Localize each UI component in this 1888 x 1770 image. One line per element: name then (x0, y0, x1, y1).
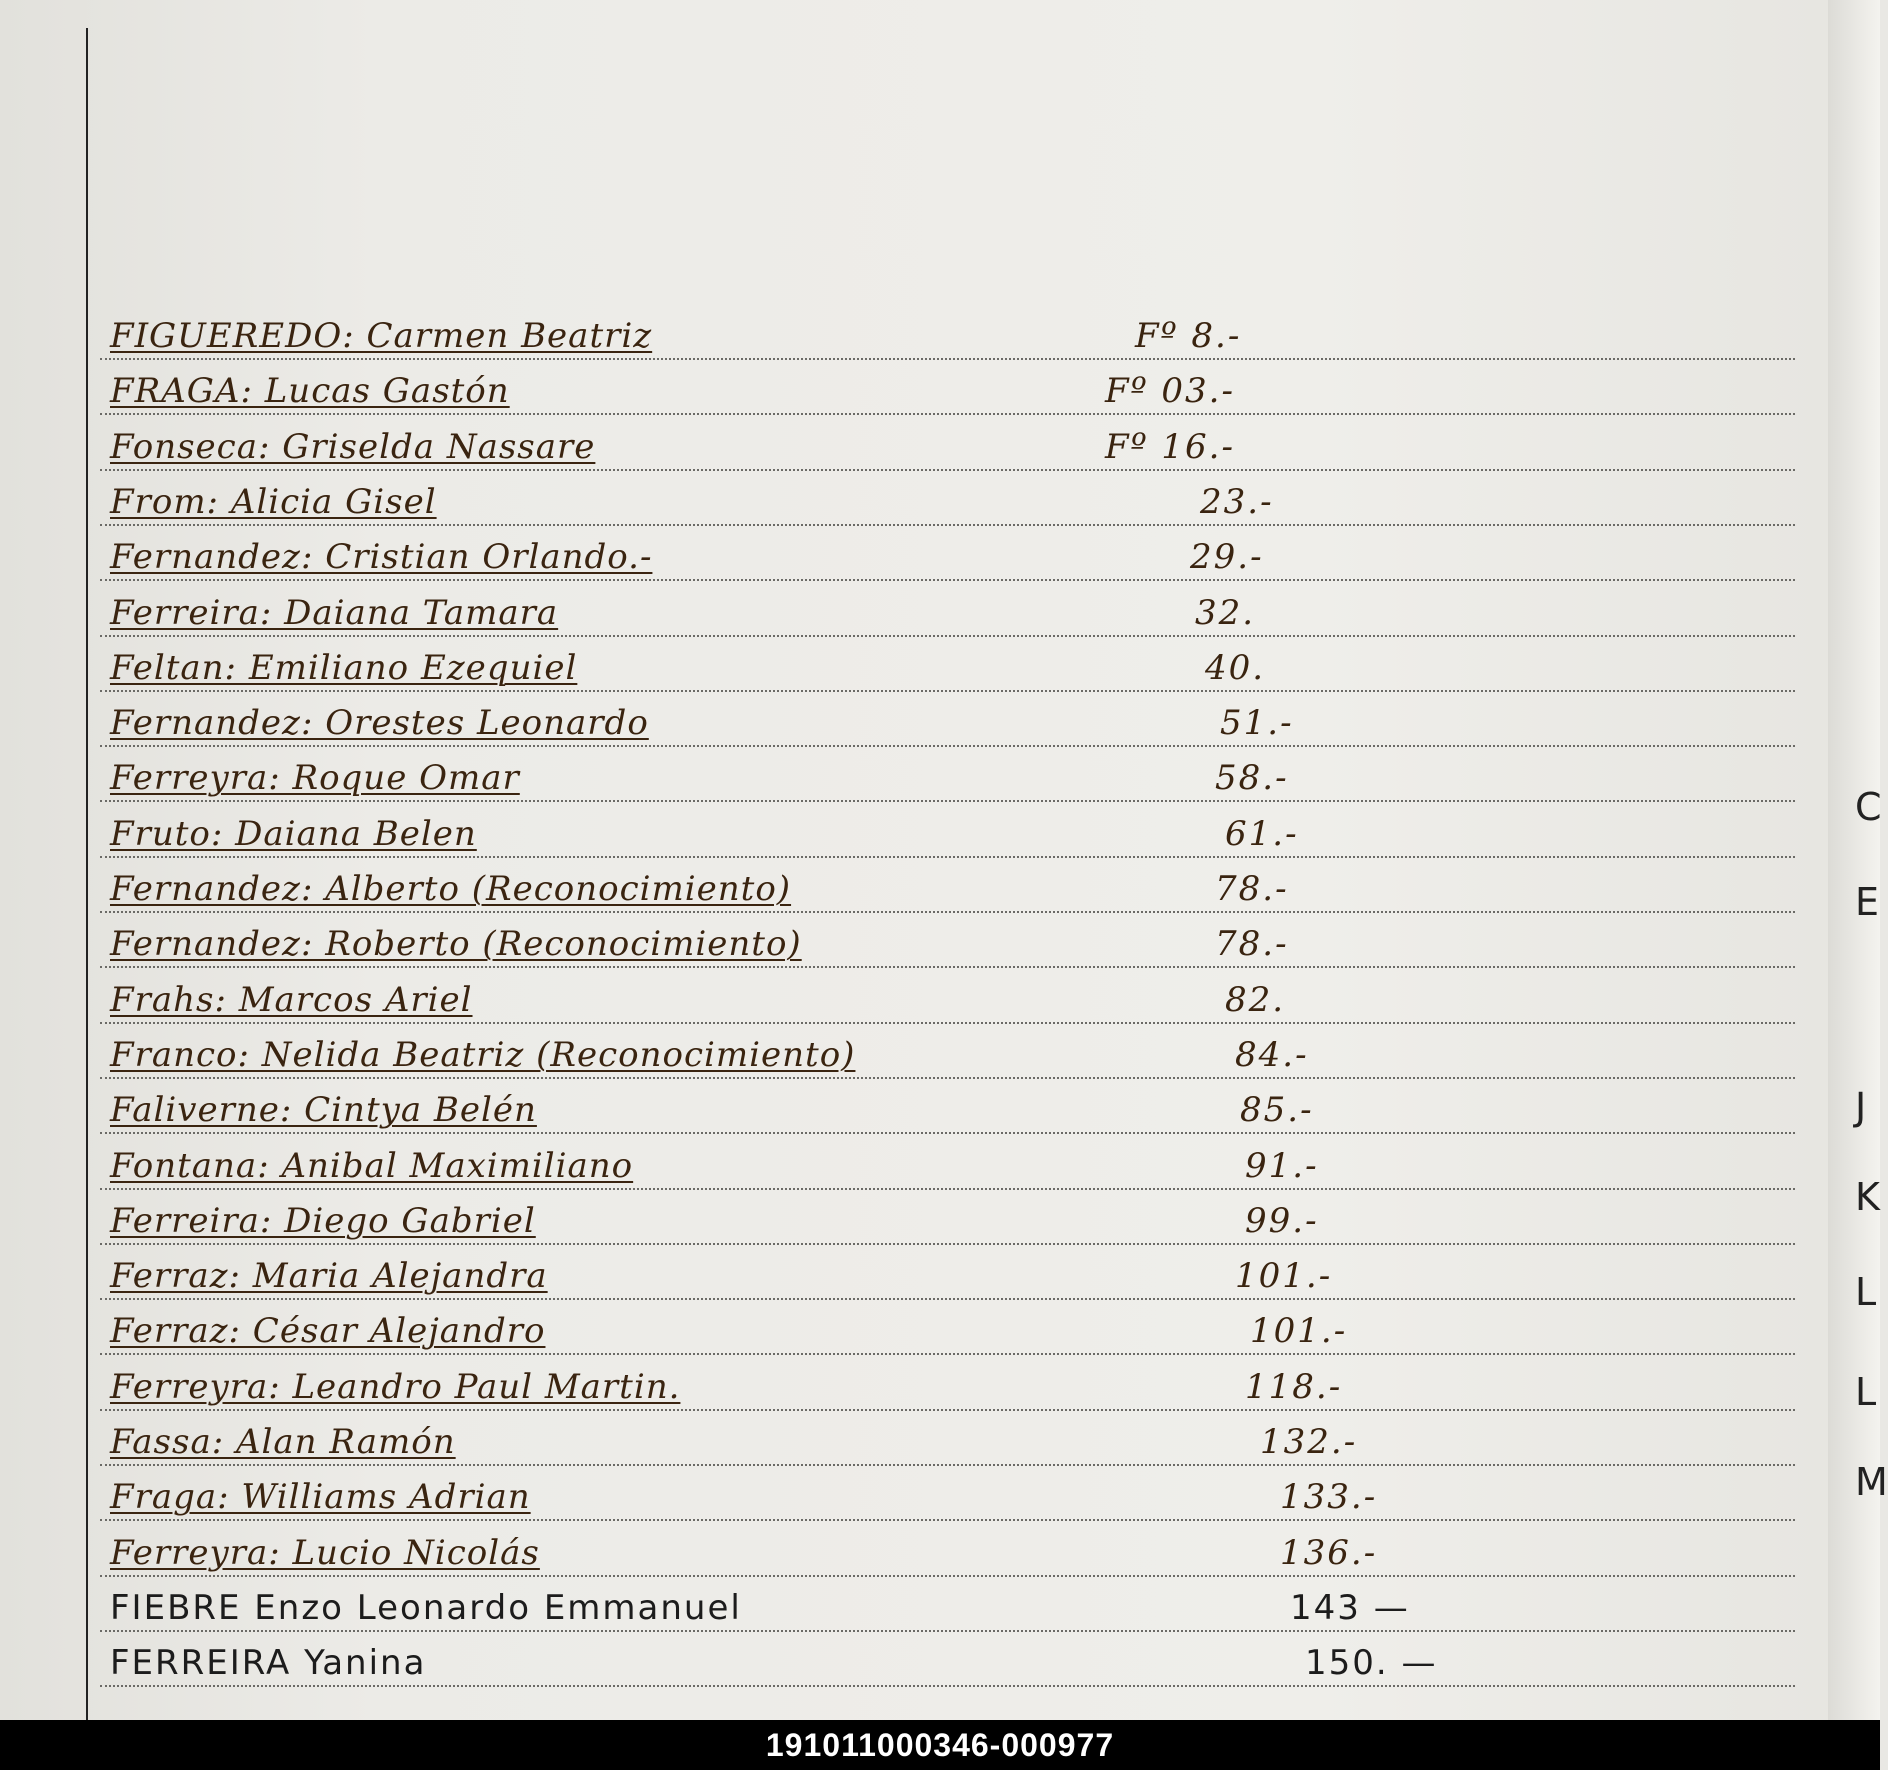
entry-folio: Fº 8.- (1135, 316, 1242, 356)
ledger-row (100, 579, 1795, 637)
entry-folio: 82. (1225, 979, 1286, 1020)
entry-folio: 99.- (1245, 1200, 1319, 1241)
entry-name: FIEBRE Enzo Leonardo Emmanuel (110, 1587, 742, 1628)
ledger-row (100, 1519, 1795, 1577)
ledger-row (100, 413, 1795, 471)
entry-name: Ferraz: Maria Alejandra (110, 1256, 548, 1297)
ledger-row (100, 855, 1795, 913)
entry-name: FIGUEREDO: Carmen Beatriz (110, 316, 653, 356)
entry-name: Ferreyra: Roque Omar (110, 758, 520, 799)
document-id: 191011000346-000977 (765, 1726, 1115, 1763)
entry-folio: 58.- (1215, 758, 1289, 799)
ledger-row (100, 302, 1795, 360)
entry-folio: 118.- (1245, 1366, 1343, 1407)
index-tab-letter: M (1855, 1460, 1888, 1504)
entry-folio: 85.- (1240, 1090, 1314, 1131)
index-tab-letter: E (1855, 880, 1880, 924)
ledger-row (100, 1574, 1795, 1632)
ledger-row (100, 1353, 1795, 1411)
entry-name: Fernandez: Orestes Leonardo (110, 703, 649, 744)
ledger-row (100, 966, 1795, 1024)
footer-bar (0, 1720, 1880, 1770)
ledger-row (100, 357, 1795, 415)
entry-name: Frahs: Marcos Ariel (110, 979, 473, 1020)
entry-name: Fernandez: Cristian Orlando.- (110, 537, 653, 578)
index-tab-letter: C (1855, 785, 1882, 829)
entry-name: FERREIRA Yanina (110, 1643, 427, 1684)
entry-folio: 51.- (1220, 703, 1294, 744)
entry-name: Ferraz: César Alejandro (110, 1311, 546, 1352)
entry-folio: 78.- (1215, 924, 1289, 965)
ledger-row (100, 744, 1795, 802)
ledger-row (100, 1297, 1795, 1355)
index-tab-letter: L (1855, 1370, 1877, 1414)
ledger-row (100, 468, 1795, 526)
index-tab-letter: L (1855, 1270, 1877, 1314)
entry-folio: 40. (1205, 647, 1266, 688)
entry-folio: 133.- (1280, 1477, 1378, 1518)
entry-folio: 23.- (1200, 481, 1274, 522)
entry-name: Fraga: Williams Adrian (110, 1477, 531, 1518)
entry-name: Fontana: Anibal Maximiliano (110, 1145, 634, 1186)
entry-name: Feltan: Emiliano Ezequiel (110, 647, 578, 688)
entry-folio: 101.- (1250, 1311, 1348, 1352)
entry-folio: 150. — (1305, 1643, 1438, 1684)
entry-folio: Fº 16.- (1105, 426, 1235, 467)
entry-folio: 29.- (1190, 537, 1264, 578)
index-tab-letter: J (1855, 1085, 1867, 1129)
entry-folio: 32. (1195, 592, 1256, 633)
entry-name: Ferreyra: Leandro Paul Martin. (110, 1366, 681, 1407)
entry-name: Ferreira: Daiana Tamara (110, 592, 559, 633)
ledger-row (100, 634, 1795, 692)
entry-name: Ferreira: Diego Gabriel (110, 1200, 536, 1241)
entry-name: Fernandez: Alberto (Reconocimiento) (110, 869, 792, 909)
entry-folio: 91.- (1245, 1145, 1319, 1186)
entry-folio: 84.- (1235, 1034, 1309, 1075)
ledger-row (100, 800, 1795, 858)
entry-folio: 61.- (1225, 813, 1299, 854)
entry-name: FRAGA: Lucas Gastón (110, 371, 510, 412)
ledger-row (100, 1132, 1795, 1190)
ledger-row (100, 523, 1795, 581)
entry-name: Fruto: Daiana Belen (110, 813, 477, 854)
entry-folio: Fº 03.- (1105, 371, 1235, 412)
entry-folio: 78.- (1215, 869, 1289, 909)
ledger-row (100, 1408, 1795, 1466)
entry-name: Faliverne: Cintya Belén (110, 1090, 537, 1131)
entry-name: Franco: Nelida Beatriz (Reconocimiento) (110, 1034, 856, 1075)
entry-name: Fernandez: Roberto (Reconocimiento) (110, 924, 802, 965)
ledger-row (100, 910, 1795, 968)
entry-folio: 136.- (1280, 1532, 1378, 1573)
ledger-row (100, 1463, 1795, 1521)
ledger-row (100, 1242, 1795, 1300)
ledger-row (100, 689, 1795, 747)
entry-folio: 143 — (1290, 1587, 1410, 1628)
entry-name: Fonseca: Griselda Nassare (110, 426, 596, 467)
entry-name: Fassa: Alan Ramón (110, 1422, 456, 1462)
ledger-row (100, 1629, 1795, 1687)
index-tab-letter: K (1855, 1175, 1880, 1219)
ledger-row (100, 1076, 1795, 1134)
entry-name: From: Alicia Gisel (110, 481, 437, 522)
entry-folio: 132.- (1260, 1422, 1358, 1462)
ledger-row (100, 1021, 1795, 1079)
entry-folio: 101.- (1235, 1256, 1333, 1297)
ledger-row (100, 1187, 1795, 1245)
entry-name: Ferreyra: Lucio Nicolás (110, 1532, 540, 1573)
